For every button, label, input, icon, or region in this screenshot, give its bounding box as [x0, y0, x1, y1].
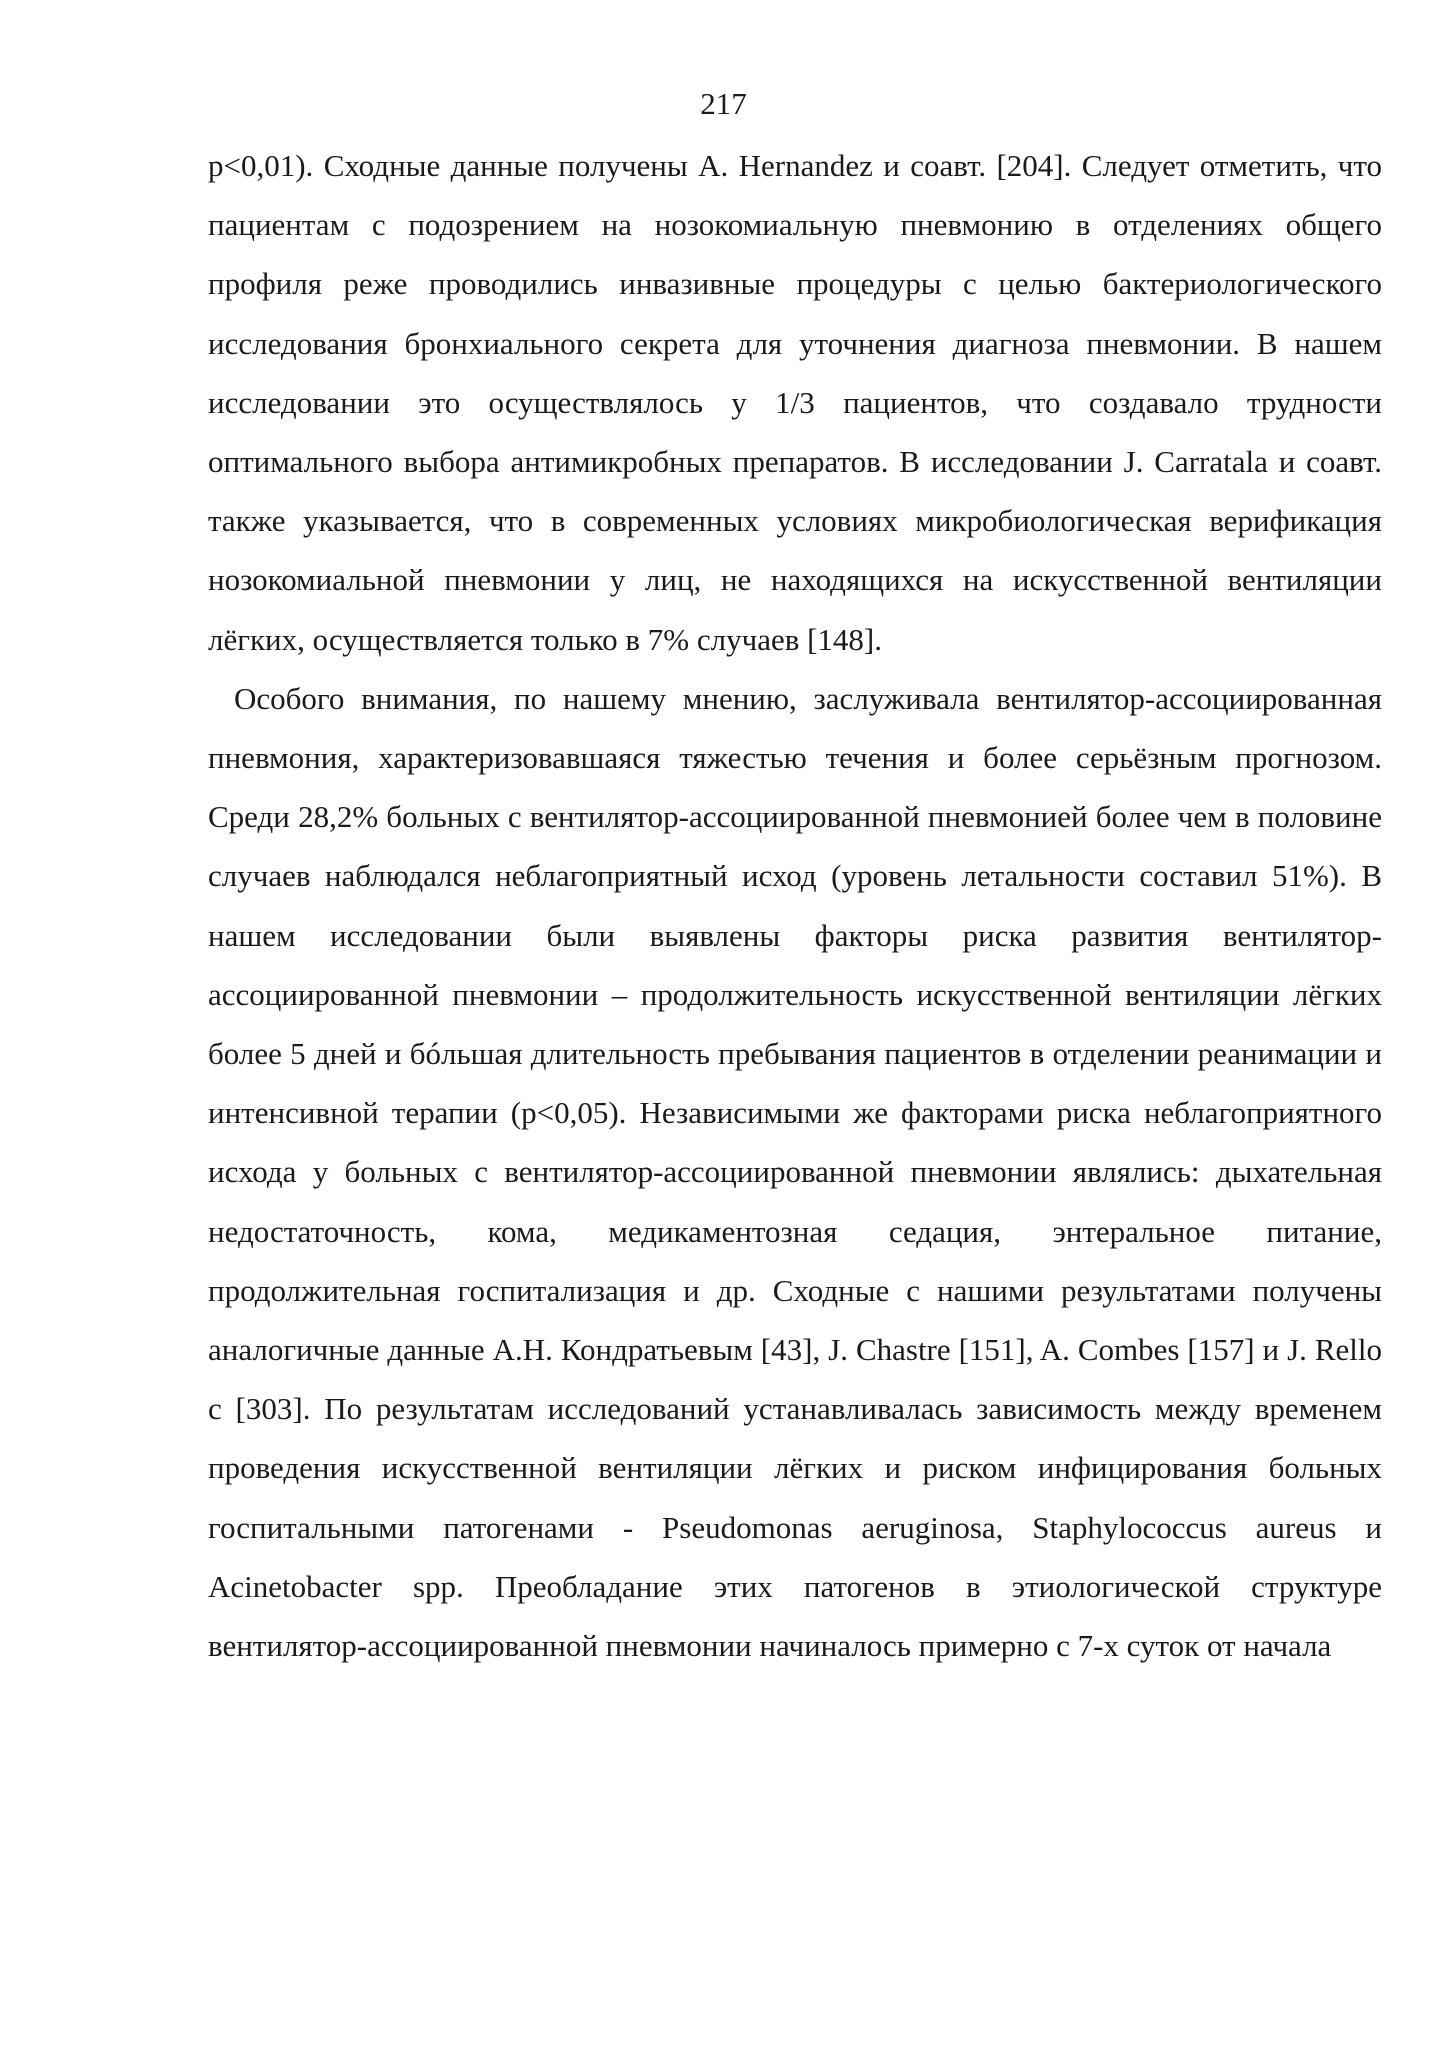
page-number: 217 [700, 86, 747, 121]
paragraph-1: p<0,01). Сходные данные получены A. Hernandez и соавт. [204]. Следует отметить, что пациентам с подозрением на нозокомиальную пневмонию в отделениях общего профиля реже проводились инвазивные процедуры с целью бактериологического исследования бронхиального секрета для уточнения диагноза пневмонии. В нашем исследовании это осуществлялось у 1/3 пациентов, что создавало трудности оптимального выбора антимикробных препаратов. В исследовании J. Carratala и соавт. также указывается, что в современных условиях микробиологическая верификация нозокомиальной пневмонии у лиц, не находящихся на искусственной вентиляции лёгких, осуществляется только в 7% случаев [148]. [208, 148, 1382, 657]
paragraph-2: Особого внимания, по нашему мнению, заслуживала вентилятор-ассоциированная пневмония, характеризовавшаяся тяжестью течения и более серьёзным прогнозом. Среди 28,2% больных с вентилятор-ассоциированной пневмонией более чем в половине случаев наблюдался неблагоприятный исход (уровень летальности составил 51%). В нашем исследовании были выявлены факторы риска развития вентилятор-ассоциированной пневмонии – продолжительность искусственной вентиляции лёгких более 5 дней и бóльшая длительность пребывания пациентов в отделении реанимации и интенсивной терапии (p<0,05). Независимыми же факторами риска неблагоприятного исхода у больных с вентилятор-ассоциированной пневмонии являлись: дыхательная недостаточность, кома, медикаментозная седация, энтеральное питание, продолжительная госпитализация и др. Сходные с нашими результатами получены аналогичные данные А.Н. Кондратьевым [43], J. Chastre [151], A. Combes [157] и J. Rello с [303]. По результатам исследований устанавливалась зависимость между временем проведения искусственной вентиляции лёгких и риском инфицирования больных госпитальными патогенами - Pseudomonas aeruginosa, Staphylococcus aureus и Acinetobacter spp. Преобладание этих патогенов в этиологической структуре вентилятор-ассоциированной пневмонии начиналось примерно с 7-х суток от начала [208, 680, 1382, 1664]
body-text [208, 136, 1382, 1675]
